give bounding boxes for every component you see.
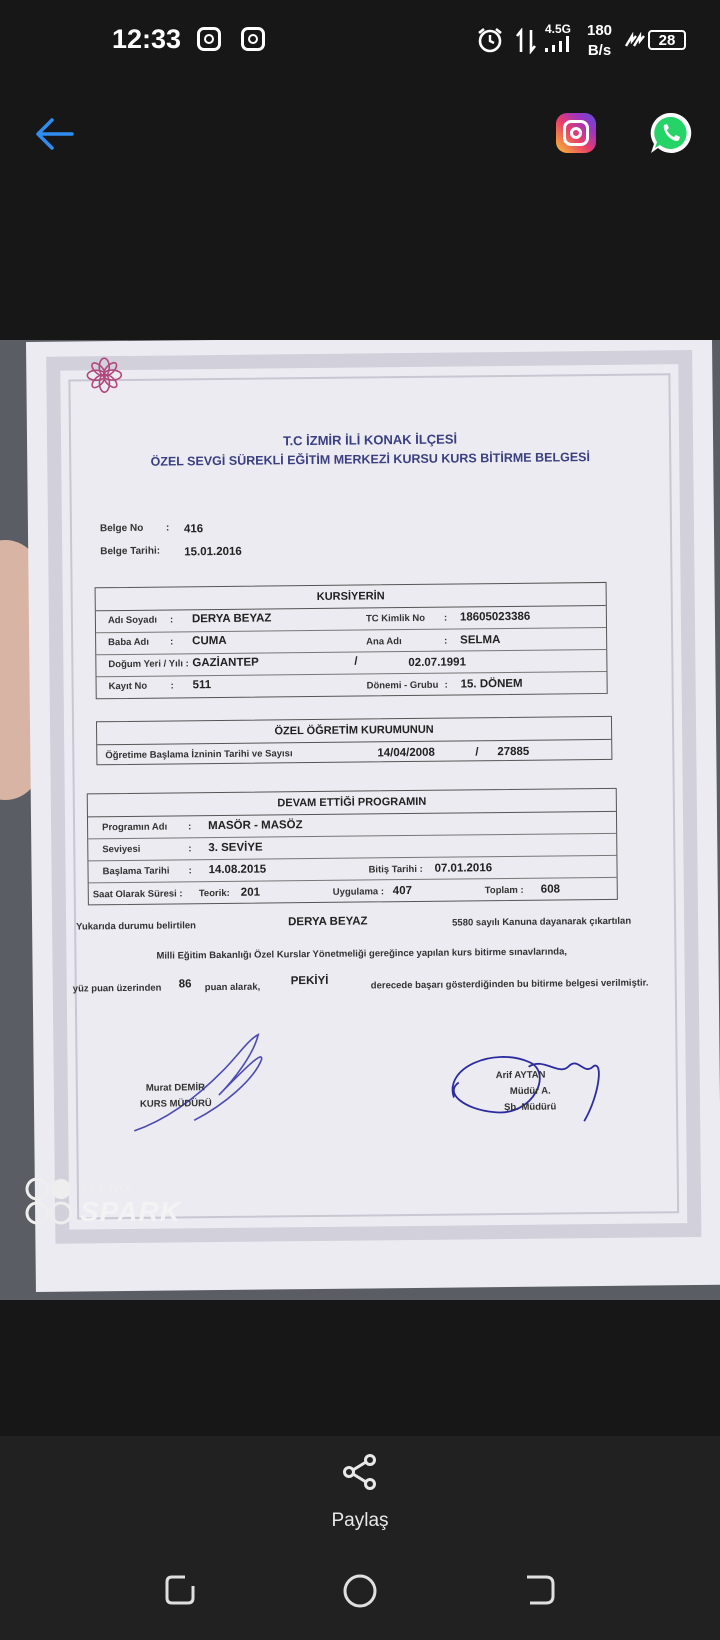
colon: : xyxy=(170,636,174,648)
saat-label: Saat Olarak Süresi : xyxy=(92,888,183,901)
signer2-name: Arif AYTAN xyxy=(495,1069,546,1082)
dogum-label: Doğum Yeri / Yılı : xyxy=(108,658,189,671)
colon: : xyxy=(188,821,192,833)
seviye-label: Seviyesi xyxy=(102,843,141,856)
signer2-title1: Müdür A. xyxy=(509,1085,551,1097)
sentence3-mid: puan alarak, xyxy=(204,981,261,994)
baba-value: CUMA xyxy=(192,634,227,648)
watermark-brand-top: TECNO xyxy=(80,1180,131,1195)
arrow-left-icon[interactable] xyxy=(32,112,76,156)
speed-value: 180 xyxy=(587,22,613,39)
donem-label: Dönemi - Grubu xyxy=(366,679,439,692)
instagram-icon[interactable] xyxy=(556,113,596,153)
kayit-value: 511 xyxy=(192,679,212,692)
baslama-value: 14.08.2015 xyxy=(208,863,267,877)
battery-level: 28 xyxy=(648,30,686,50)
tecno-logo-icon xyxy=(24,1176,78,1228)
bitis-value: 07.01.2016 xyxy=(434,862,493,875)
colon: : xyxy=(188,843,192,855)
slash: / xyxy=(475,746,479,759)
institution-table xyxy=(96,716,612,765)
colon: : xyxy=(165,522,170,534)
colon: : xyxy=(443,612,448,624)
document-title-line2: ÖZEL SEVGİ SÜREKLİ EĞİTİM MERKEZİ KURSU KURS BİTİRME BELGESİ xyxy=(150,450,590,469)
adi-soyadi-value: DERYA BEYAZ xyxy=(191,612,272,626)
share-button[interactable] xyxy=(0,1452,720,1497)
kayit-label: Kayıt No xyxy=(108,680,148,693)
document-title-line1: T.C İZMİR İLİ KONAK İLÇESİ xyxy=(282,431,458,449)
home-icon[interactable] xyxy=(341,1572,379,1610)
institution-table-header: ÖZEL ÖĞRETİM KURUMUNUN xyxy=(97,717,611,745)
uygulama-label: Uygulama : xyxy=(332,886,385,898)
toplam-label: Toplam : xyxy=(484,884,524,897)
program-table-header: DEVAM ETTİĞİ PROGRAMIN xyxy=(88,789,616,818)
lotus-logo-icon xyxy=(84,355,124,395)
score-value: 86 xyxy=(178,978,192,991)
teorik-value: 201 xyxy=(240,886,261,899)
grade-value: PEKİYİ xyxy=(290,974,329,988)
colon: : xyxy=(169,614,174,626)
status-bar xyxy=(0,0,720,84)
instagram-notification-icon xyxy=(241,27,265,51)
izin-label: Öğretime Başlama İzninin Tarihi ve Sayısı xyxy=(105,748,293,762)
donem-value: 15. DÖNEM xyxy=(460,677,523,691)
signer1-name: Murat DEMİR xyxy=(145,1082,206,1094)
signal-icon xyxy=(545,36,571,52)
sentence3-pre: yüz puan üzerinden xyxy=(72,982,162,995)
student-table-header: KURSİYERİN xyxy=(96,583,606,611)
program-adi-label: Programın Adı xyxy=(102,821,168,834)
network-type: 4.5G xyxy=(545,22,572,36)
tc-label: TC Kimlik No xyxy=(365,612,426,625)
speed-unit: B/s xyxy=(587,42,612,59)
program-adi-value: MASÖR - MASÖZ xyxy=(208,819,303,833)
colon: : xyxy=(444,635,448,647)
sentence1-name: DERYA BEYAZ xyxy=(288,915,368,929)
network-speed xyxy=(587,21,612,61)
signer2-title2: Şb. Müdürü xyxy=(503,1101,557,1114)
whatsapp-icon[interactable] xyxy=(648,110,694,156)
bitis-label: Bitiş Tarihi : xyxy=(368,863,423,876)
belge-no-value: 416 xyxy=(183,523,204,536)
baslama-label: Başlama Tarihi xyxy=(102,865,170,878)
ana-value: SELMA xyxy=(460,634,501,647)
share-icon[interactable] xyxy=(340,1452,380,1492)
colon: : xyxy=(188,865,192,877)
izin-tarih-value: 14/04/2008 xyxy=(377,746,435,760)
belge-tarihi-value: 15.01.2016 xyxy=(184,545,242,559)
back-nav-icon[interactable] xyxy=(522,1572,558,1608)
sentence1-pre: Yukarıda durumu belirtilen xyxy=(76,920,197,933)
charging-icon xyxy=(624,30,646,52)
alarm-icon xyxy=(476,26,504,54)
dogum-yeri-value: GAZİANTEP xyxy=(192,656,259,670)
dogum-tarihi-value: 02.07.1991 xyxy=(408,656,467,670)
baba-label: Baba Adı xyxy=(108,636,150,649)
sentence3-post: derecede başarı gösterdiğinden bu bitirme belgesi verilmiştir. xyxy=(370,977,649,992)
data-transfer-icon xyxy=(515,28,537,54)
colon: : xyxy=(444,679,448,691)
photo-viewer[interactable] xyxy=(0,340,720,1300)
recents-icon[interactable] xyxy=(162,1572,198,1608)
sentence2: Milli Eğitim Bakanlığı Özel Kurslar Yönetmeliği gereğince yapılan kurs bitirme sınavlarında, xyxy=(156,946,568,962)
adi-soyadi-label: Adı Soyadı xyxy=(107,614,158,627)
belge-no-label: Belge No xyxy=(99,522,144,535)
colon: : xyxy=(170,680,174,692)
sentence1-post: 5580 sayılı Kanuna dayanarak çıkartılan xyxy=(452,915,632,929)
program-table xyxy=(87,788,618,906)
status-time: 12:33 xyxy=(112,24,182,54)
share-label[interactable]: Paylaş xyxy=(331,1510,389,1531)
teorik-label: Teorik: xyxy=(198,887,230,900)
certificate-document xyxy=(26,340,720,1292)
belge-tarihi-label: Belge Tarihi: xyxy=(100,545,161,558)
watermark-brand-main: SPARK xyxy=(80,1196,181,1227)
signer1-title: KURS MÜDÜRÜ xyxy=(139,1098,212,1110)
toplam-value: 608 xyxy=(540,883,561,896)
student-table xyxy=(95,582,608,699)
instagram-notification-icon xyxy=(197,27,221,51)
uygulama-value: 407 xyxy=(392,884,413,898)
izin-sayi-value: 27885 xyxy=(497,745,530,759)
tc-value: 18605023386 xyxy=(459,610,531,624)
slash: / xyxy=(354,655,358,668)
seviye-value: 3. SEVİYE xyxy=(208,841,263,855)
ana-label: Ana Adı xyxy=(366,636,402,648)
